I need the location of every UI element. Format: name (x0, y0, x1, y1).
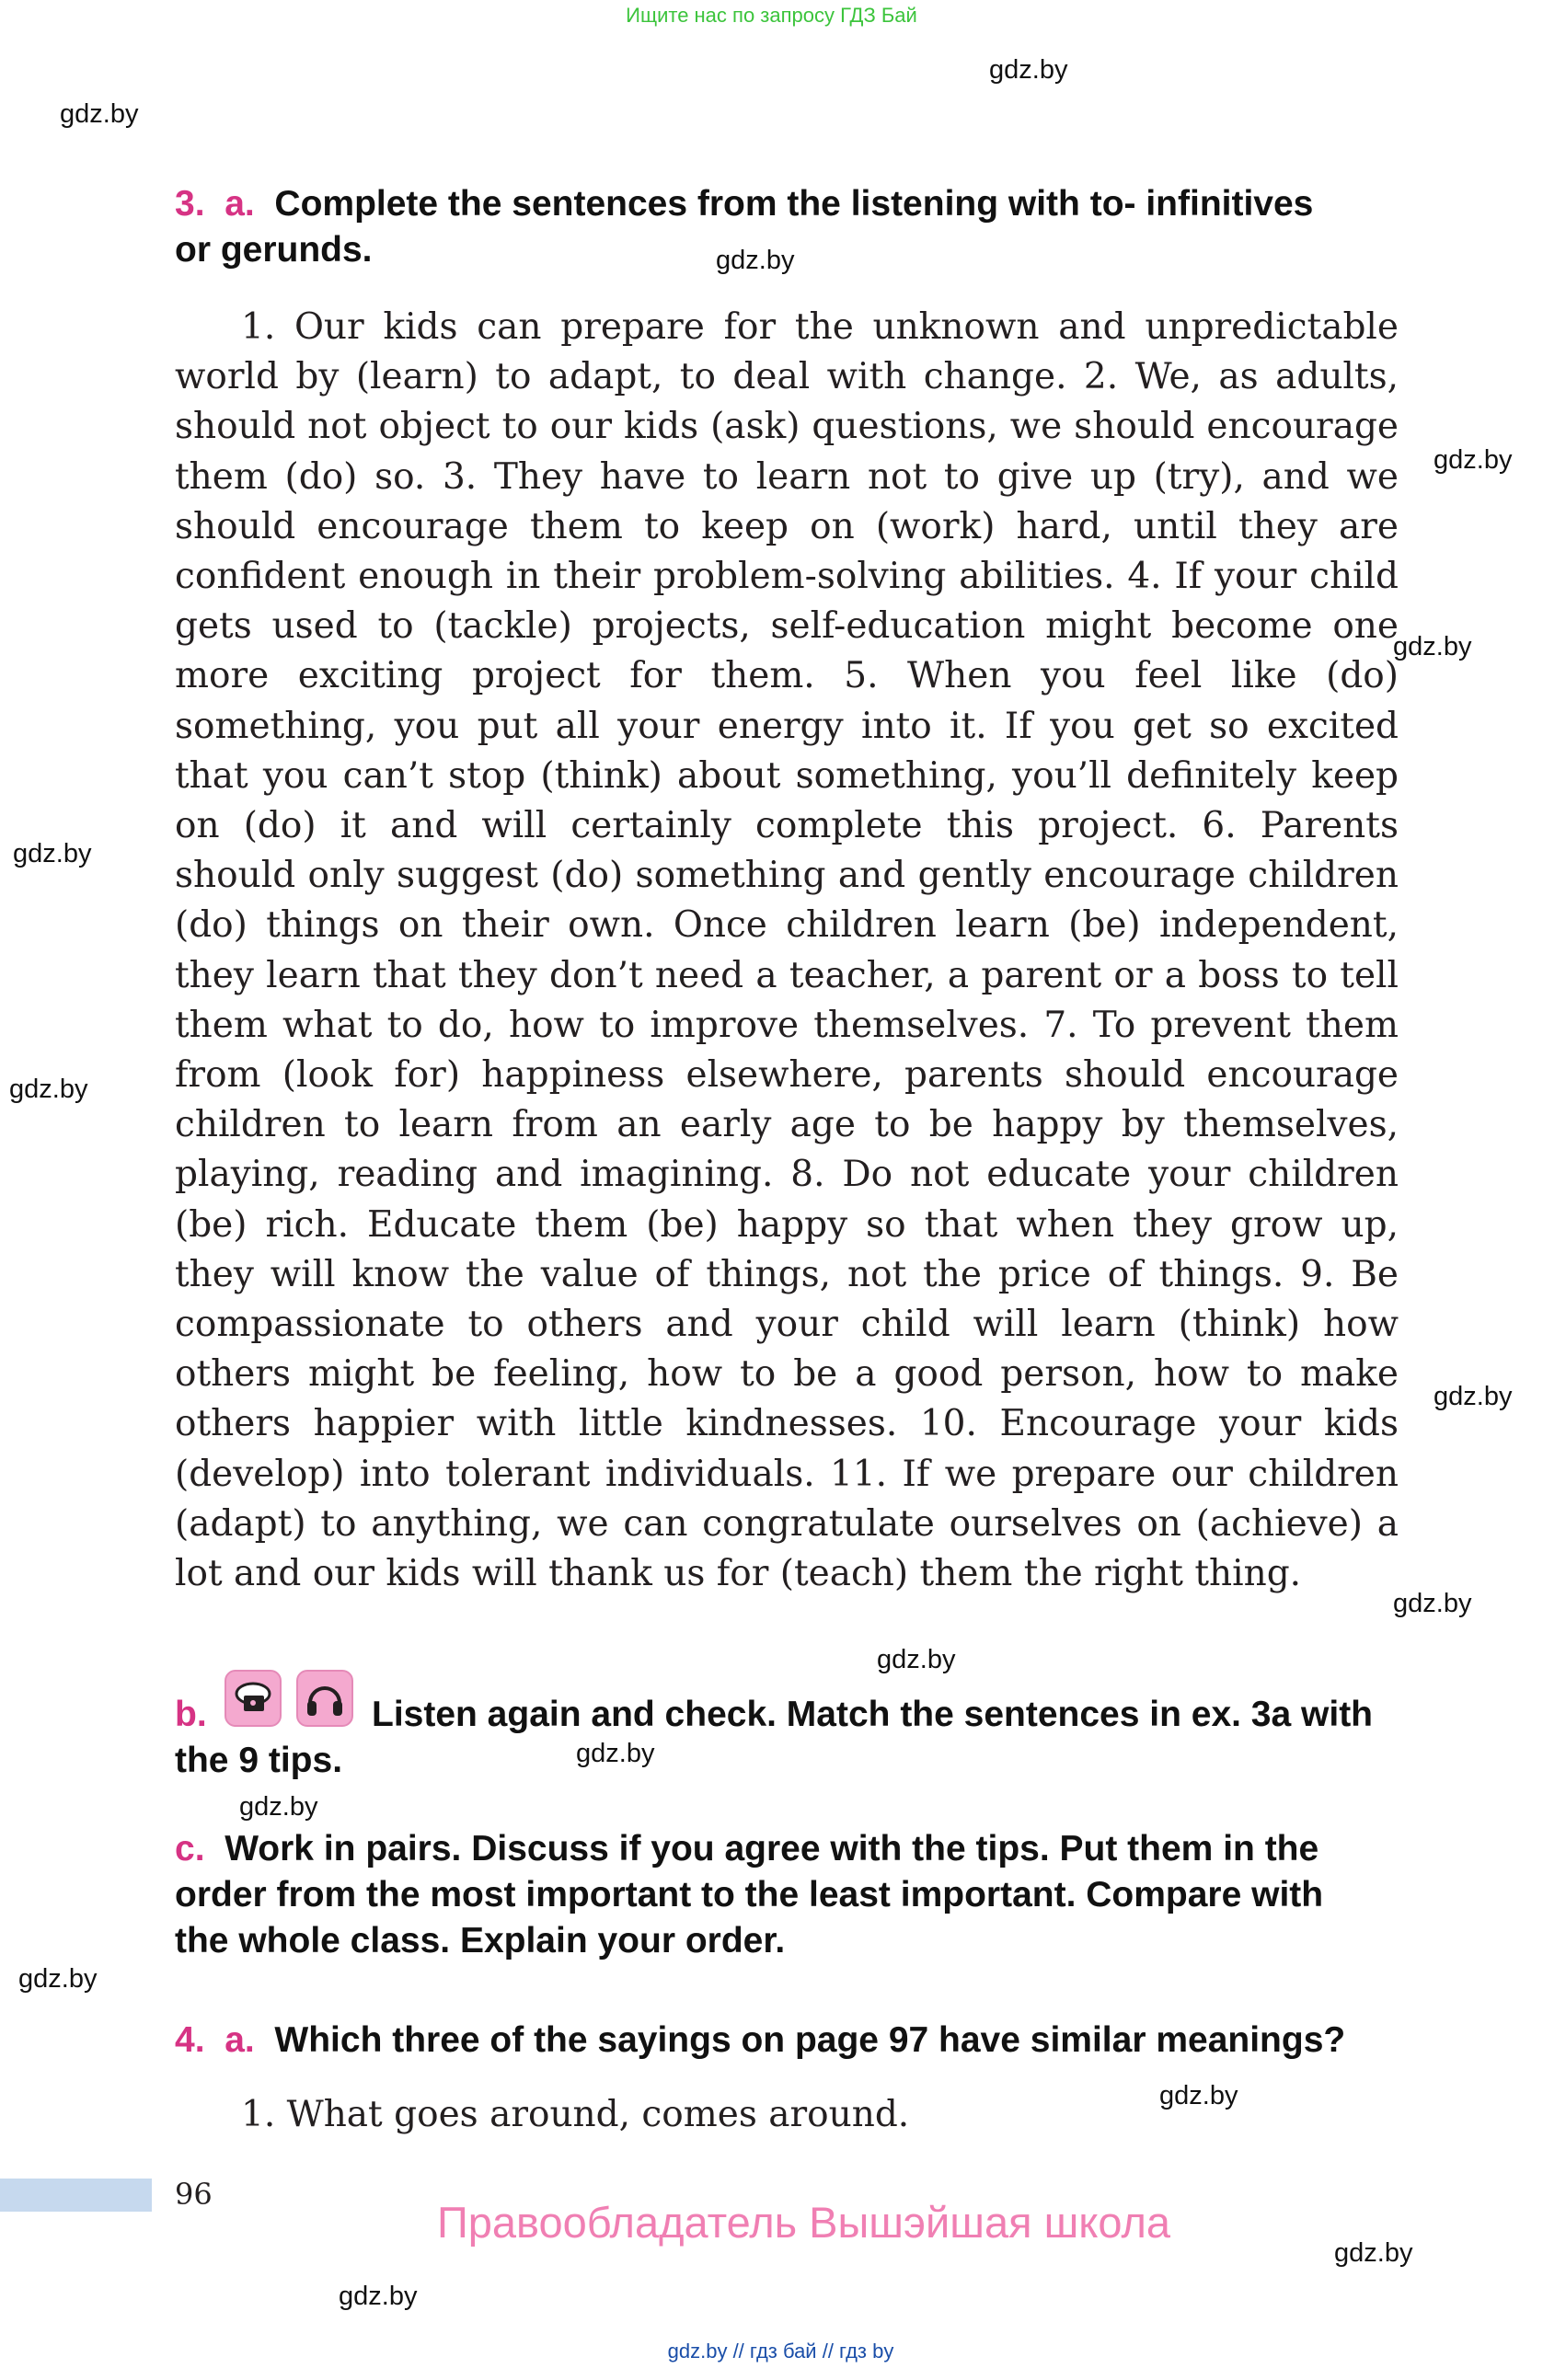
exercise-letter: a. (225, 184, 255, 224)
exercise-number: 4. (175, 2020, 205, 2060)
exercise-number: 3. (175, 184, 205, 224)
rights-holder: Правообладатель Вышэйшая школа (436, 2198, 1171, 2247)
page-number: 96 (175, 2177, 213, 2212)
exercise-instruction: Complete the sentences from the listening with to- infinitives (274, 184, 1314, 224)
watermark: gdz.by (13, 839, 92, 868)
watermark: gdz.by (339, 2282, 418, 2311)
exercise-instruction: the whole class. Explain your order. (175, 1921, 786, 1960)
watermark: gdz.by (1434, 445, 1513, 475)
footer-links[interactable]: gdz.by // гдз бай // гдз by (667, 2340, 894, 2363)
watermark: gdz.by (239, 1792, 318, 1822)
exercise-3a-heading (175, 181, 1408, 273)
exercise-3c-heading (175, 1826, 1408, 1964)
exercise-instruction: or gerunds. (175, 230, 373, 270)
exercise-instruction: Work in pairs. Discuss if you agree with the tips. Put them in the (225, 1829, 1319, 1868)
exercise-3a-paragraph: 1. Our kids can prepare for the unknown and unpredictable world by (learn) to adapt, to deal with change. 2. We, as adults, should not object to our kids (ask) questions, we should encourage them (do) so. 3. They have to learn not to give up (try), and we should encourage them to keep on (work) hard, until they are confident enough in their problem-solving abilities. 4. If your child gets used to (tackle) projects, self-education might become one more exciting project for them. 5. When you feel like (do) something, you put all your energy into it. If you get so excited that you can’t stop (think) about something, you’ll definitely keep on (do) it and will certainly complete this project. 6. Parents should only suggest (do) something and gently encourage children (do) things on their own. Once children learn (be) independent, they learn that they don’t need a teacher, a parent or a boss to tell them what to do, how to improve themselves. 7. To prevent them from (look for) happiness elsewhere, parents should encourage children to learn from an early age to be happy by themselves, playing, reading and imagining. 8. Do not educate your children (be) rich. Educate them (be) happy so that when they grow up, they will know the value of things, not the price of things. 9. Be compassionate to others and your child will learn (think) how others might be feeling, how to be a good person, how to make others happier with little kindnesses. 10. Encourage your kids (develop) into tolerant individuals. 11. If we prepare our children (adapt) to anything, we can congratulate ourselves on (achieve) a lot and our kids will thank us for (teach) them the right thing. (175, 306, 1399, 1595)
watermark: gdz.by (9, 1075, 88, 1104)
exercise-letter: c. (175, 1829, 205, 1868)
watermark: gdz.by (18, 1964, 98, 1994)
watermark: gdz.by (1159, 2081, 1238, 2110)
saying-item: 1. What goes around, comes around. (241, 2094, 910, 2135)
watermark: gdz.by (1393, 1589, 1472, 1618)
exercise-4a-heading (175, 2018, 1426, 2064)
watermark: gdz.by (716, 246, 795, 275)
watermark: gdz.by (576, 1739, 655, 1768)
exercise-3a-text (175, 303, 1399, 1599)
exercise-instruction: the 9 tips. (175, 1741, 343, 1780)
watermark: gdz.by (1434, 1382, 1513, 1411)
watermark: gdz.by (989, 55, 1068, 85)
top-banner: Ищите нас по запросу ГДЗ Бай (626, 4, 917, 27)
exercise-3b-heading (175, 1692, 1408, 1784)
exercise-letter: b. (175, 1695, 207, 1734)
exercise-instruction: Listen again and check. Match the sentences in ex. 3a with (372, 1695, 1374, 1734)
exercise-letter: a. (225, 2020, 255, 2060)
watermark: gdz.by (877, 1645, 956, 1674)
exercise-instruction: order from the most important to the least important. Compare with (175, 1875, 1324, 1914)
watermark: gdz.by (60, 99, 139, 129)
watermark: gdz.by (1393, 632, 1472, 661)
watermark: gdz.by (1334, 2238, 1413, 2268)
exercise-instruction: Which three of the sayings on page 97 have similar meanings? (274, 2020, 1346, 2060)
